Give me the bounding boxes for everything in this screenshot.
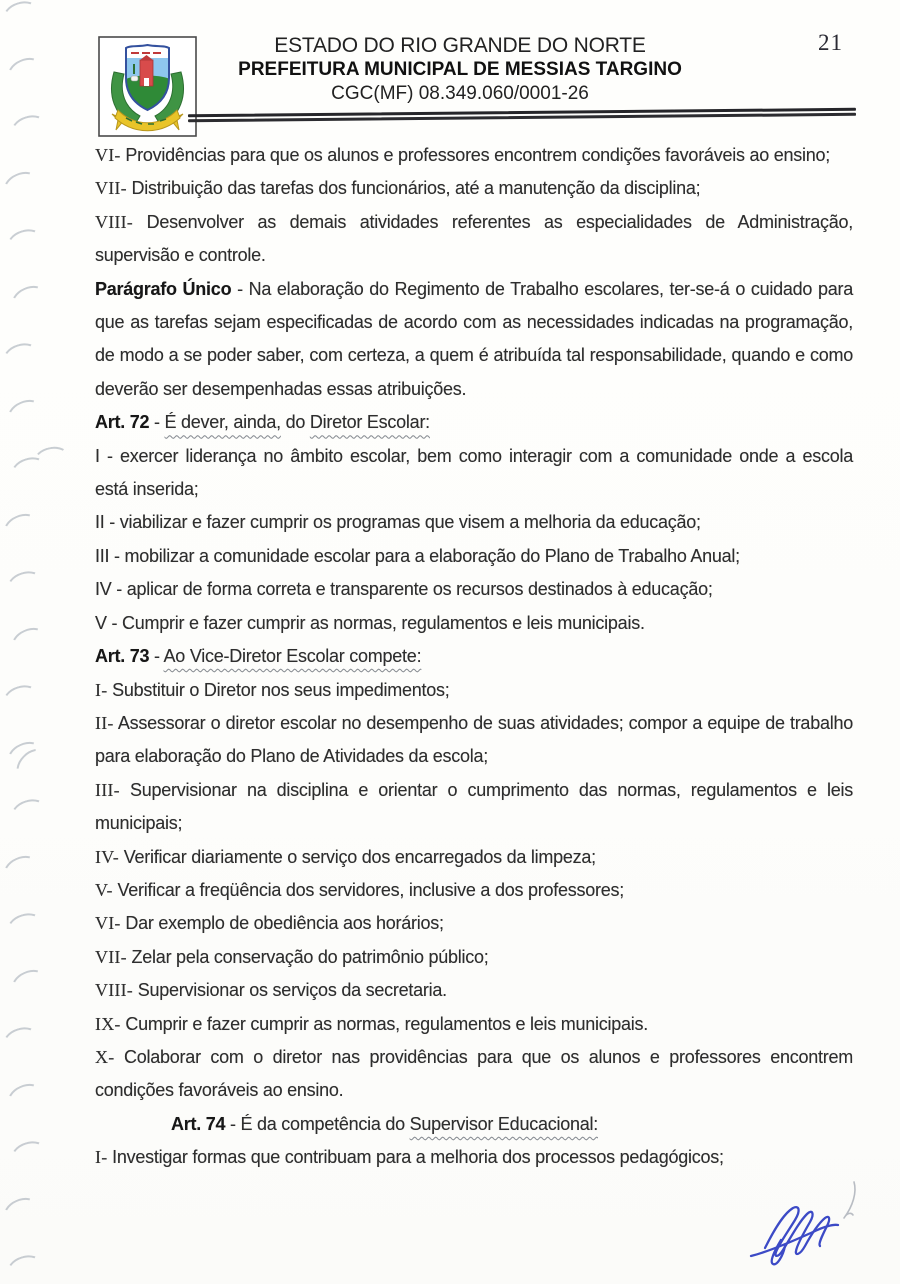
text-run: X- [95,1046,115,1067]
binding-mark [0,1193,43,1230]
binding-mark [0,339,42,374]
letterhead-cgc-number: CGC(MF) 08.349.060/0001-26 [331,83,589,104]
text-run: Colaborar com o diretor nas providências para que os alunos e professores encontrem condições favoráveis ao ensino. [95,1046,853,1101]
document-paragraph [95,440,853,507]
binding-mark [3,53,46,90]
document-paragraph [95,273,853,407]
document-paragraph [95,874,853,907]
text-run: VI- [95,913,121,934]
binding-mark [7,623,50,660]
letterhead [120,33,800,106]
binding-mark [4,1251,46,1286]
binding-mark [0,0,42,32]
binding-mark [8,795,50,830]
text-run: Investigar formas que contribuam para a melhoria dos processos pedagógicos; [107,1147,724,1168]
binding-mark [0,509,43,546]
document-paragraph [95,1141,853,1174]
binding-mark [4,225,46,260]
bold-text-run: Art. 74 [171,1113,226,1134]
underlined-text-run: Supervisor Educacional: [409,1113,598,1134]
document-paragraph [95,172,853,205]
document-paragraph [95,974,853,1007]
text-run: Assessorar o diretor escolar no desempenho de suas atividades; compor a equipe de trabalho para elaboração do Plano de Atividades da escola; [95,712,853,767]
text-run: Supervisionar na disciplina e orientar o cumprimento das normas, regulamentos e leis municipais; [95,779,853,834]
text-run: VIII- [95,211,133,232]
text-run: I- [95,679,108,700]
text-run: Zelar pela conservação do patrimônio público; [126,946,489,967]
text-run: V- [95,879,113,900]
bold-text-run: Art. 73 [95,646,150,667]
text-run: I - exercer liderança no âmbito escolar, bem como interagir com a comunidade onde a escola está inserida; [95,445,853,500]
document-paragraph [95,1041,853,1108]
text-run: - Na elaboração do Regimento de Trabalho escolares, ter-se-á o cuidado para que as tarefas sejam especificadas de acordo com as necessidades indicadas na programação, de modo a se poder saber, com certeza, a quem é atribuída tal responsabilidade, quando e como deverão ser desempenhadas essas atribuições. [95,278,853,399]
binding-mark [3,1079,46,1116]
text-run: Cumprir e fazer cumprir as normas, regulamentos e leis municipais. [120,1013,649,1034]
text-run: Substituir o Diretor nos seus impedimentos; [107,679,450,700]
text-run: VI- [95,145,121,165]
text-run: IX- [95,1013,121,1034]
text-run: V - Cumprir e fazer cumprir as normas, regulamentos e leis municipais. [95,612,645,633]
text-run: III- [95,779,120,800]
text-run: III - mobilizar a comunidade escolar para a elaboração do Plano de Trabalho Anual; [95,545,740,566]
text-run: IV - aplicar de forma correta e transparente os recursos destinados à educação; [95,579,713,600]
letterhead-municipality-name: PREFEITURA MUNICIPAL DE MESSIAS TARGINO [238,59,682,80]
binding-mark [7,281,50,318]
text-run: - [149,412,165,433]
underlined-text-run: É dever, ainda, [164,412,281,433]
text-run: Supervisionar os serviços da secretaria. [132,980,447,1001]
pen-mark-stroke [836,1178,862,1228]
text-run: II- [95,712,114,733]
letterhead-state-name: ESTADO DO RIO GRANDE DO NORTE [274,34,646,57]
document-paragraph [95,1008,853,1041]
document-paragraph [95,1108,853,1141]
binding-mark [8,111,50,146]
text-run: Dar exemplo de obediência aos horários; [120,913,444,934]
text-run: I- [95,1147,108,1168]
document-paragraph [95,573,853,606]
binding-mark [0,681,42,716]
binding-mark [3,395,46,432]
underlined-text-run: Diretor Escolar: [309,412,430,433]
bold-text-run: Parágrafo Único [95,278,232,299]
binding-mark [0,851,43,888]
binding-mark [0,1023,42,1058]
page-number: 21 [818,30,843,55]
document-paragraph [95,841,853,874]
text-run: do [280,412,310,433]
document-paragraph [95,640,853,673]
text-run: Verificar diariamente o serviço dos encarregados da limpeza; [118,846,596,867]
document-paragraph [95,206,853,273]
text-run: VII- [95,946,127,967]
document-paragraph [95,506,853,539]
text-run: Distribuição das tarefas dos funcionários, até a manutenção da disciplina; [126,178,701,199]
binding-mark [0,167,43,204]
document-paragraph [95,607,853,640]
binding-mark [4,567,46,602]
text-run: II - viabilizar e fazer cumprir os programas que visem a melhoria da educação; [95,512,701,533]
text-run: Providências para que os alunos e professores encontrem condições favoráveis ao ensino; [120,145,831,165]
header-divider-rule [188,108,856,123]
text-run: VII- [95,178,127,199]
text-run: - [149,646,164,667]
text-run: Desenvolver as demais atividades referentes as especialidades de Administração, supervisão e controle. [95,211,853,266]
document-body-text [95,139,853,1175]
text-run: - É da competência do [225,1113,410,1134]
signature-ink-icon [743,1196,843,1266]
pen-mark-icon [836,1178,862,1228]
text-run: Verificar a freqüência dos servidores, inclusive a dos professores; [112,879,625,900]
document-paragraph [95,139,853,172]
bold-text-run: Art. 72 [95,412,150,433]
document-paragraph [95,941,853,974]
signature-scribble [743,1196,843,1266]
text-run: VIII- [95,980,133,1001]
document-paragraph [95,540,853,573]
document-paragraph [95,907,853,940]
document-paragraph [95,707,853,774]
text-run: IV- [95,846,119,867]
binding-mark [8,1137,50,1172]
document-paragraph [95,774,853,841]
document-paragraph [95,406,853,439]
binding-mark [4,909,46,944]
underlined-text-run: Ao Vice-Diretor Escolar compete: [163,646,422,667]
document-paragraph [95,674,853,707]
binding-mark [7,965,50,1002]
